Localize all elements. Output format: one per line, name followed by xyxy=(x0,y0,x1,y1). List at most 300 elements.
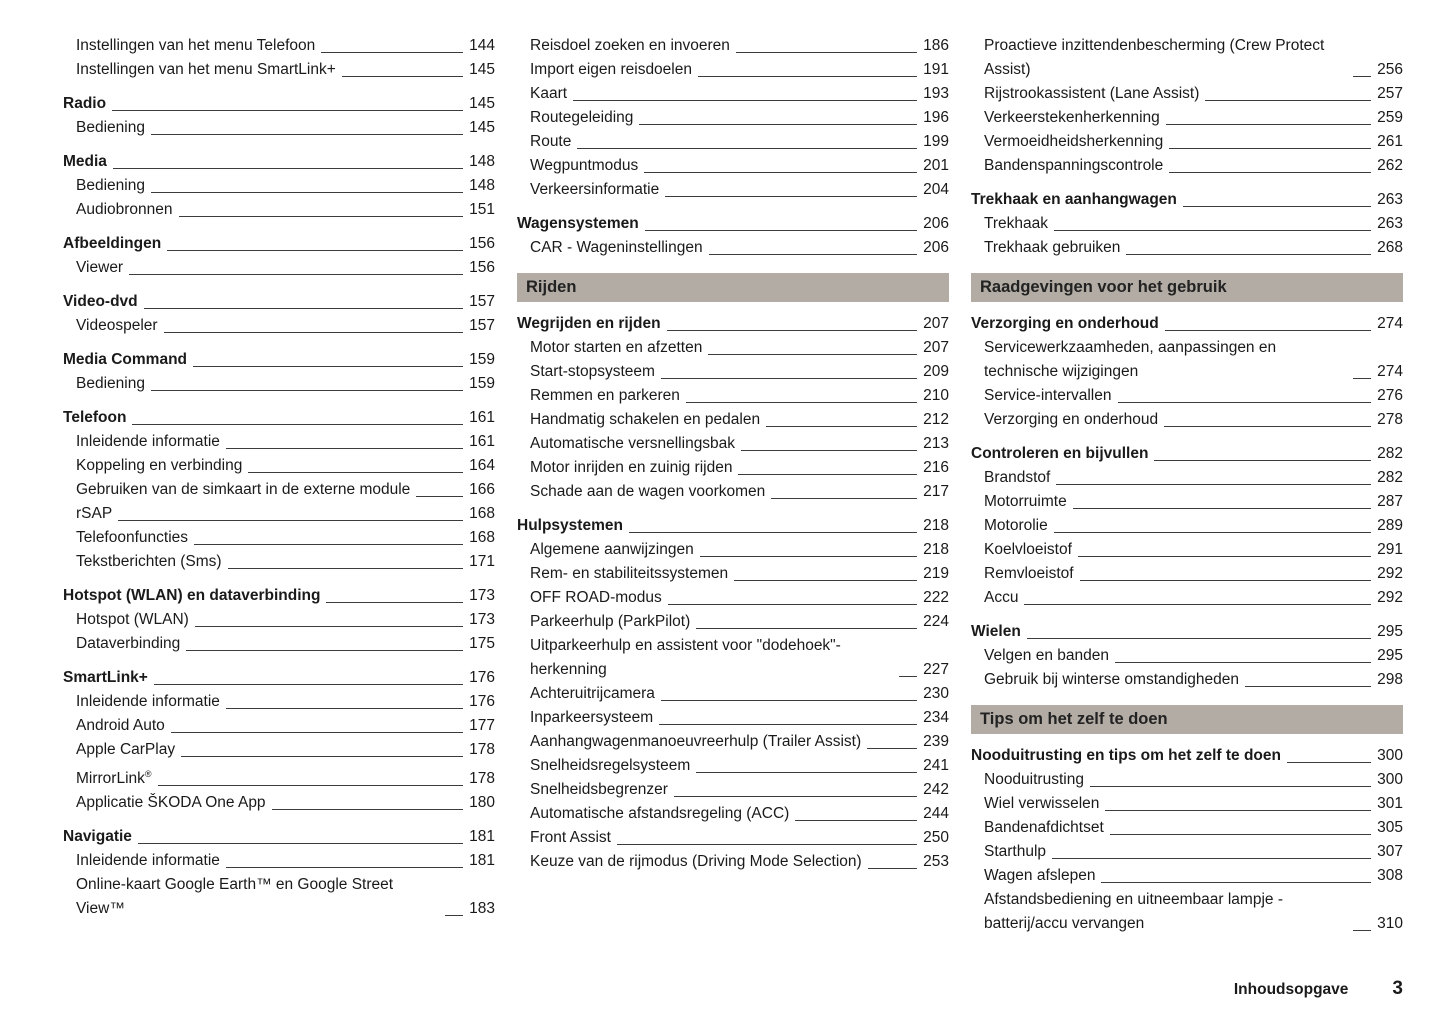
toc-entry-page: 295 xyxy=(1377,623,1403,640)
toc-column-3 xyxy=(971,34,1403,936)
toc-entry-heading xyxy=(63,406,495,430)
leader-line xyxy=(158,785,464,786)
toc-entry-label: OFF ROAD-modus xyxy=(530,589,662,606)
toc-entry xyxy=(517,154,949,178)
toc-entry xyxy=(63,550,495,574)
toc-entry xyxy=(63,502,495,526)
leader-line xyxy=(1205,100,1371,101)
leader-line xyxy=(667,330,918,331)
page-footer xyxy=(1234,978,1403,1000)
toc-entry-page: 178 xyxy=(469,770,495,788)
toc-entry-heading xyxy=(517,312,949,336)
toc-entry-label: Motor inrijden en zuinig rijden xyxy=(530,459,733,476)
toc-entry xyxy=(63,632,495,656)
toc-entry xyxy=(517,408,949,432)
toc-entry-page: 161 xyxy=(469,433,495,450)
toc-entry-label: Wagensystemen xyxy=(517,215,639,232)
toc-entry xyxy=(517,236,949,260)
toc-entry-page: 242 xyxy=(923,781,949,798)
leader-line xyxy=(1080,580,1372,581)
toc-entry-page: 199 xyxy=(923,133,949,150)
toc-entry-label: Inparkeersysteem xyxy=(530,709,654,726)
leader-line xyxy=(1353,378,1371,379)
leader-line xyxy=(1165,330,1371,331)
toc-entry-page: 263 xyxy=(1377,191,1403,208)
toc-entry-page: 159 xyxy=(469,351,495,368)
leader-line xyxy=(226,867,463,868)
toc-entry-page: 181 xyxy=(469,852,495,870)
toc-entry xyxy=(971,336,1403,384)
leader-line xyxy=(573,100,917,101)
toc-entry-label: Automatische afstandsregeling (ACC) xyxy=(530,805,790,822)
toc-entry xyxy=(971,864,1403,888)
toc-entry xyxy=(63,314,495,338)
leader-line xyxy=(186,650,463,651)
toc-entry-label: Viewer xyxy=(76,259,124,276)
toc-entry-page: 218 xyxy=(923,517,949,534)
toc-entry xyxy=(517,480,949,504)
leader-line xyxy=(195,626,463,627)
leader-line xyxy=(639,124,917,125)
toc-entry xyxy=(971,816,1403,840)
leader-line xyxy=(1126,254,1371,255)
leader-line xyxy=(321,52,463,53)
toc-entry-page: 181 xyxy=(469,828,495,846)
leader-line xyxy=(708,354,917,355)
leader-line xyxy=(645,230,917,231)
toc-entry-label: Trekhaak en aanhangwagen xyxy=(971,191,1177,208)
toc-entry-page: 183 xyxy=(469,900,495,918)
toc-entry xyxy=(517,778,949,802)
toc-entry-label: Apple CarPlay xyxy=(76,741,176,758)
toc-entry-page: 234 xyxy=(923,709,949,726)
toc-entry-page: 307 xyxy=(1377,843,1403,860)
leader-line xyxy=(113,168,463,169)
toc-entry-label: Bandenafdichtset xyxy=(984,819,1104,836)
leader-line xyxy=(795,820,917,821)
toc-entry-label: Parkeerhulp (ParkPilot) xyxy=(530,613,691,630)
toc-entry-label: Vermoeidheidsherkenning xyxy=(984,133,1164,150)
leader-line xyxy=(1052,858,1371,859)
toc-entry-label: Starthulp xyxy=(984,843,1047,860)
toc-entry-label: Motorruimte xyxy=(984,493,1067,510)
toc-entry-label: Automatische versnellingsbak xyxy=(530,435,736,452)
toc-entry-page: 145 xyxy=(469,119,495,136)
leader-line xyxy=(1353,930,1371,931)
leader-line xyxy=(659,724,917,725)
toc-entry-label: Bandenspanningscontrole xyxy=(984,157,1164,174)
leader-line xyxy=(179,216,464,217)
toc-entry-page: 256 xyxy=(1377,61,1403,78)
toc-entry-label: Online-kaart Google Earth™ en Google Street View™ xyxy=(76,876,394,918)
toc-entry-label: Inleidende informatie xyxy=(76,693,220,710)
leader-line xyxy=(228,568,464,569)
leader-line xyxy=(1090,786,1371,787)
leader-line xyxy=(696,772,917,773)
toc-entry-page: 213 xyxy=(923,435,949,452)
toc-entry-page: 210 xyxy=(923,387,949,404)
toc-entry xyxy=(517,802,949,826)
toc-entry-page: 292 xyxy=(1377,565,1403,582)
leader-line xyxy=(1115,662,1371,663)
toc-entry xyxy=(63,454,495,478)
leader-line xyxy=(766,426,917,427)
toc-entry-label: Rijstrookassistent (Lane Assist) xyxy=(984,85,1200,102)
toc-entry-page: 148 xyxy=(469,153,495,170)
toc-entry-page: 250 xyxy=(923,829,949,846)
toc-entry-label: Brandstof xyxy=(984,469,1051,486)
leader-line xyxy=(1054,532,1371,533)
toc-entry xyxy=(517,34,949,58)
toc-entry xyxy=(517,754,949,778)
toc-entry-label: Handmatig schakelen en pedalen xyxy=(530,411,761,428)
toc-entry xyxy=(971,106,1403,130)
leader-line xyxy=(1110,834,1371,835)
toc-entry-heading xyxy=(517,514,949,538)
leader-line xyxy=(171,732,463,733)
toc-entry-label: Achteruitrijcamera xyxy=(530,685,655,702)
toc-entry xyxy=(517,336,949,360)
toc-entry-label: Media xyxy=(63,153,107,170)
toc-entry-page: 292 xyxy=(1377,589,1403,606)
toc-entry xyxy=(971,466,1403,490)
toc-entry-page: 161 xyxy=(469,409,495,426)
toc-entry xyxy=(971,514,1403,538)
toc-entry xyxy=(971,840,1403,864)
toc-entry-page: 156 xyxy=(469,235,495,252)
toc-entry xyxy=(971,562,1403,586)
toc-entry xyxy=(517,538,949,562)
toc-entry-label: Trekhaak gebruiken xyxy=(984,239,1121,256)
leader-line xyxy=(1024,604,1371,605)
leader-line xyxy=(868,868,917,869)
leader-line xyxy=(665,196,917,197)
toc-entry xyxy=(971,34,1403,82)
toc-entry-page: 219 xyxy=(923,565,949,582)
toc-entry-page: 276 xyxy=(1377,387,1403,404)
toc-entry-label: Wegrijden en rijden xyxy=(517,315,661,332)
leader-line xyxy=(144,308,463,309)
footer-page-number: 3 xyxy=(1392,978,1403,999)
toc-entry-page: 186 xyxy=(923,37,949,54)
toc-entry-label: Inleidende informatie xyxy=(76,433,220,450)
leader-line xyxy=(644,172,917,173)
toc-entry-label: Proactieve inzittendenbescherming (Crew Protect Assist) xyxy=(984,37,1325,78)
leader-line xyxy=(698,76,917,77)
toc-entry-page: 305 xyxy=(1377,819,1403,836)
toc-entry xyxy=(63,762,495,791)
toc-entry-page: 206 xyxy=(923,239,949,256)
leader-line xyxy=(154,684,463,685)
toc-entry-label: Videospeler xyxy=(76,317,158,334)
footer-chapter-label: Inhoudsopgave xyxy=(1233,981,1349,998)
leader-line xyxy=(112,110,463,111)
toc-entry-label: Servicewerkzaamheden, aanpassingen en technische wijzigingen xyxy=(984,339,1277,380)
leader-line xyxy=(1169,172,1371,173)
toc-columns xyxy=(63,34,1403,936)
toc-entry-page: 310 xyxy=(1377,915,1403,932)
leader-line xyxy=(151,192,463,193)
section-header: Tips om het zelf te doen xyxy=(971,705,1403,734)
leader-line xyxy=(1118,402,1372,403)
leader-line xyxy=(661,378,917,379)
toc-entry-label: Schade aan de wagen voorkomen xyxy=(530,483,766,500)
leader-line xyxy=(867,748,917,749)
toc-entry-page: 196 xyxy=(923,109,949,126)
toc-entry-label: Media Command xyxy=(63,351,188,368)
toc-entry-label: Reisdoel zoeken en invoeren xyxy=(530,37,730,54)
toc-entry-page: 300 xyxy=(1377,771,1403,788)
toc-entry-label: CAR - Wageninstellingen xyxy=(530,239,703,256)
toc-column-1 xyxy=(63,34,495,936)
section-header: Rijden xyxy=(517,273,949,302)
toc-entry-heading xyxy=(63,666,495,690)
leader-line xyxy=(1105,810,1371,811)
toc-entry-page: 157 xyxy=(469,293,495,310)
leader-line xyxy=(661,700,917,701)
toc-entry-label: Audiobronnen xyxy=(76,201,173,218)
toc-entry-page: 173 xyxy=(469,611,495,628)
toc-entry xyxy=(971,154,1403,178)
toc-entry-page: 262 xyxy=(1377,157,1403,174)
leader-line xyxy=(738,474,917,475)
toc-entry xyxy=(63,58,495,82)
toc-entry-label: Koelvloeistof xyxy=(984,541,1072,558)
leader-line xyxy=(416,496,463,497)
leader-line xyxy=(1245,686,1371,687)
leader-line xyxy=(151,134,463,135)
leader-line xyxy=(1166,124,1371,125)
toc-entry xyxy=(971,792,1403,816)
toc-entry-page: 257 xyxy=(1377,85,1403,102)
toc-entry-label: Inleidende informatie xyxy=(76,852,220,870)
toc-entry xyxy=(63,608,495,632)
leader-line xyxy=(1078,556,1371,557)
toc-entry-heading xyxy=(63,825,495,849)
leader-line xyxy=(617,844,917,845)
toc-entry-page: 259 xyxy=(1377,109,1403,126)
toc-entry-page: 175 xyxy=(469,635,495,652)
toc-entry-label: Import eigen reisdoelen xyxy=(530,61,692,78)
leader-line xyxy=(129,274,463,275)
toc-entry xyxy=(517,682,949,706)
toc-entry-label: Afstandsbediening en uitneembaar lampje - batterij/accu vervangen xyxy=(984,891,1283,932)
toc-entry-label: Hotspot (WLAN) en dataverbinding xyxy=(63,587,321,604)
toc-entry-label: Verzorging en onderhoud xyxy=(971,315,1159,332)
toc-entry-page: 191 xyxy=(923,61,949,78)
toc-entry-label: Wagen afslepen xyxy=(984,867,1096,884)
toc-entry-label: Video-dvd xyxy=(63,293,138,310)
toc-entry-page: 201 xyxy=(923,157,949,174)
toc-entry-label: Instellingen van het menu SmartLink+ xyxy=(76,61,336,78)
toc-entry-label: Radio xyxy=(63,95,107,112)
toc-entry xyxy=(63,372,495,396)
section-header: Raadgevingen voor het gebruik xyxy=(971,273,1403,302)
toc-entry-label: Motorolie xyxy=(984,517,1048,534)
toc-entry-label: Service-intervallen xyxy=(984,387,1112,404)
toc-entry-page: 166 xyxy=(469,481,495,498)
toc-entry xyxy=(63,873,495,921)
toc-entry-label: Keuze van de rijmodus (Driving Mode Selection) xyxy=(530,853,862,870)
leader-line xyxy=(342,76,463,77)
toc-entry xyxy=(971,236,1403,260)
toc-entry-page: 164 xyxy=(469,457,495,474)
toc-entry-label: Remmen en parkeren xyxy=(530,387,680,404)
toc-entry-page: 144 xyxy=(469,37,495,54)
toc-entry-label: Wegpuntmodus xyxy=(530,157,639,174)
leader-line xyxy=(1101,882,1371,883)
leader-line xyxy=(326,602,463,603)
toc-entry-heading xyxy=(971,620,1403,644)
toc-entry-label: Wielen xyxy=(971,623,1021,640)
toc-entry-label: Nooduitrusting xyxy=(984,771,1084,788)
toc-entry-page: 145 xyxy=(469,61,495,78)
toc-entry-label: Wiel verwisselen xyxy=(984,795,1100,812)
toc-entry xyxy=(971,538,1403,562)
toc-entry-label: Hotspot (WLAN) xyxy=(76,611,189,628)
toc-entry-label: Verkeerstekenherkenning xyxy=(984,109,1160,126)
toc-entry-heading xyxy=(63,92,495,116)
toc-entry xyxy=(517,850,949,874)
toc-entry-label: Algemene aanwijzingen xyxy=(530,541,694,558)
toc-entry-label: Afbeeldingen xyxy=(63,235,162,252)
toc-entry-page: 289 xyxy=(1377,517,1403,534)
toc-entry-page: 253 xyxy=(923,853,949,870)
toc-entry-label: Navigatie xyxy=(63,828,132,846)
toc-entry-label: Android Auto xyxy=(76,717,165,734)
toc-entry-label: Instellingen van het menu Telefoon xyxy=(76,37,316,54)
toc-entry-page: 241 xyxy=(923,757,949,774)
toc-entry-label: Accu xyxy=(984,589,1019,606)
toc-entry-label: Verkeersinformatie xyxy=(530,181,660,198)
toc-column-2 xyxy=(517,34,949,936)
toc-entry-page: 168 xyxy=(469,529,495,546)
leader-line xyxy=(164,332,464,333)
leader-line xyxy=(1169,148,1371,149)
leader-line xyxy=(132,424,463,425)
toc-entry-page: 176 xyxy=(469,669,495,686)
toc-entry xyxy=(971,490,1403,514)
toc-entry xyxy=(517,826,949,850)
toc-entry xyxy=(63,174,495,198)
toc-entry xyxy=(517,432,949,456)
leader-line xyxy=(741,450,917,451)
toc-entry xyxy=(517,456,949,480)
toc-entry xyxy=(63,198,495,222)
toc-entry xyxy=(517,730,949,754)
leader-line xyxy=(226,448,463,449)
leader-line xyxy=(1056,484,1371,485)
toc-entry-page: 282 xyxy=(1377,469,1403,486)
toc-entry-label: Bediening xyxy=(76,375,145,392)
toc-entry xyxy=(971,212,1403,236)
toc-entry-page: 268 xyxy=(1377,239,1403,256)
toc-entry-label: Controleren en bijvullen xyxy=(971,445,1149,462)
toc-entry-label: Front Assist xyxy=(530,829,611,846)
toc-entry-page: 298 xyxy=(1377,671,1403,688)
toc-entry xyxy=(517,360,949,384)
toc-entry xyxy=(63,430,495,454)
toc-entry xyxy=(971,668,1403,692)
toc-entry-page: 217 xyxy=(923,483,949,500)
toc-entry xyxy=(63,478,495,502)
toc-entry-heading xyxy=(63,584,495,608)
toc-entry xyxy=(63,256,495,280)
toc-entry-page: 244 xyxy=(923,805,949,822)
toc-entry-label: Verzorging en onderhoud xyxy=(984,411,1159,428)
toc-entry xyxy=(971,586,1403,610)
toc-entry-page: 263 xyxy=(1377,215,1403,232)
leader-line xyxy=(181,756,463,757)
toc-entry xyxy=(517,58,949,82)
toc-entry xyxy=(63,690,495,714)
toc-entry-page: 212 xyxy=(923,411,949,428)
toc-entry xyxy=(517,130,949,154)
toc-entry xyxy=(517,82,949,106)
leader-line xyxy=(771,498,917,499)
toc-entry-page: 287 xyxy=(1377,493,1403,510)
leader-line xyxy=(1073,508,1371,509)
toc-entry-label: Telefoonfuncties xyxy=(76,529,189,546)
toc-entry xyxy=(63,714,495,738)
toc-entry-label: MirrorLink® xyxy=(76,769,152,788)
toc-entry-page: 308 xyxy=(1377,867,1403,884)
leader-line xyxy=(1353,76,1371,77)
toc-entry xyxy=(63,849,495,873)
toc-entry-page: 151 xyxy=(469,201,495,218)
toc-entry-page: 207 xyxy=(923,315,949,332)
leader-line xyxy=(118,520,463,521)
toc-entry-label: Bediening xyxy=(76,177,145,194)
leader-line xyxy=(899,676,917,677)
toc-entry-page: 177 xyxy=(469,717,495,734)
toc-entry-label: Koppeling en verbinding xyxy=(76,457,243,474)
toc-entry-label: Aanhangwagenmanoeuvreerhulp (Trailer Assist) xyxy=(530,733,862,750)
toc-entry-heading xyxy=(971,442,1403,466)
toc-entry-label: Route xyxy=(530,133,572,150)
toc-entry-label: Uitparkeerhulp en assistent voor "dodehoek"-herkenning xyxy=(530,637,841,678)
toc-entry-heading xyxy=(517,212,949,236)
toc-entry-label: Rem- en stabiliteitssystemen xyxy=(530,565,729,582)
toc-entry-page: 261 xyxy=(1377,133,1403,150)
toc-entry-label: Gebruik bij winterse omstandigheden xyxy=(984,671,1240,688)
toc-entry-page: 291 xyxy=(1377,541,1403,558)
toc-entry xyxy=(517,384,949,408)
toc-entry-page: 295 xyxy=(1377,647,1403,664)
toc-entry-page: 171 xyxy=(469,553,495,570)
toc-entry-heading xyxy=(63,150,495,174)
toc-entry-page: 180 xyxy=(469,794,495,812)
toc-entry-page: 222 xyxy=(923,589,949,606)
toc-entry-label: Snelheidsbegrenzer xyxy=(530,781,668,798)
toc-entry xyxy=(517,634,949,682)
leader-line xyxy=(629,532,917,533)
leader-line xyxy=(272,809,464,810)
toc-entry-label: Start-stopsysteem xyxy=(530,363,655,380)
leader-line xyxy=(668,604,917,605)
toc-entry-label: Velgen en banden xyxy=(984,647,1109,664)
toc-entry-page: 156 xyxy=(469,259,495,276)
toc-entry-page: 274 xyxy=(1377,315,1403,332)
leader-line xyxy=(736,52,917,53)
toc-entry-page: 278 xyxy=(1377,411,1403,428)
leader-line xyxy=(1183,206,1371,207)
toc-entry-page: 159 xyxy=(469,375,495,392)
toc-entry-page: 176 xyxy=(469,693,495,710)
leader-line xyxy=(1287,762,1371,763)
toc-entry xyxy=(63,34,495,58)
toc-entry-label: Gebruiken van de simkaart in de externe module xyxy=(76,481,411,498)
